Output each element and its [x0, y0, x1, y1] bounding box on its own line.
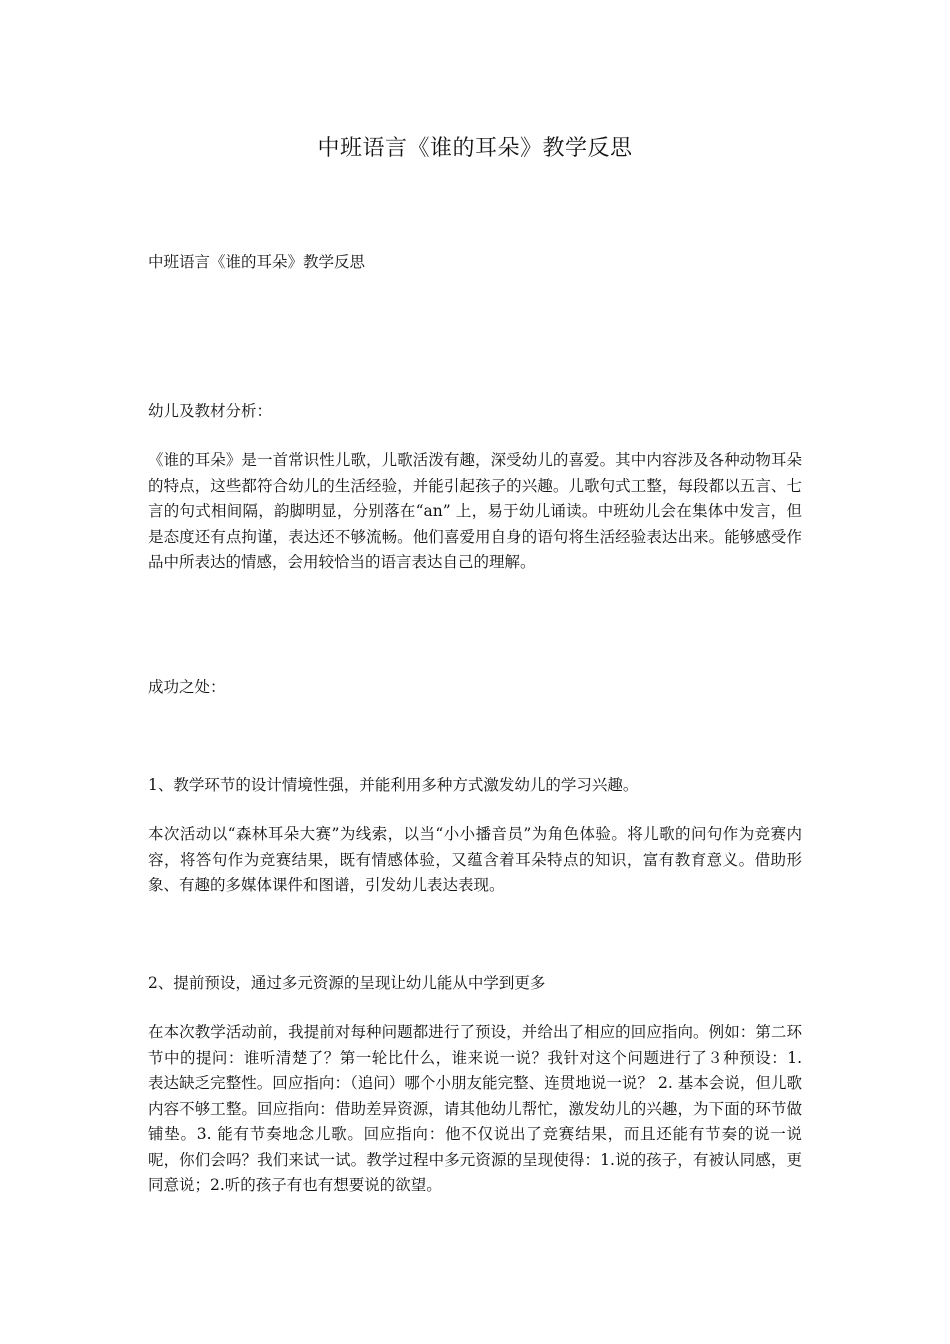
- success-heading: 成功之处：: [148, 678, 226, 696]
- point-1-paragraph: 本次活动以“森林耳朵大赛”为线索，以当“小小播音员”为角色体验。将儿歌的问句作为竞赛内容，将答句作为竞赛结果，既有情感体验，又蕴含着耳朵特点的知识，富有教育意义。借助形象、有趣的多媒体课件和图谱，引发幼儿表达表现。: [148, 825, 802, 894]
- point-2-paragraph: 在本次教学活动前，我提前对每种问题都进行了预设，并给出了相应的回应指向。例如：第二环节中的提问：谁听清楚了？第一轮比什么，谁来说一说？我针对这个问题进行了３种预设：1. 表达缺乏完整性。回应指向：（追问）哪个小朋友能完整、连贯地说一说？ 2. 基本会说，但儿歌内容不够工整。回应指向：借助差异资源，请其他幼儿帮忙，激发幼儿的兴趣，为下面的环节做铺垫。3. 能有节奏地念儿歌。回应指向：他不仅说出了竞赛结果，而且还能有节奏的说一说呢，你们会吗？我们来试一试。教学过程中多元资源的呈现使得：1.说的孩子，有被认同感，更同意说；2.听的孩子有也有想要说的欲望。: [148, 1023, 802, 1194]
- document-title: 中班语言《谁的耳朵》教学反思: [317, 136, 633, 161]
- analysis-heading: 幼儿及教材分析：: [148, 402, 273, 420]
- analysis-paragraph: 《谁的耳朵》是一首常识性儿歌，儿歌活泼有趣，深受幼儿的喜爱。其中内容涉及各种动物耳朵的特点，这些都符合幼儿的生活经验，并能引起孩子的兴趣。儿歌句式工整，每段都以五言、七言的句式相间隔，韵脚明显，分别落在“an” 上，易于幼儿诵读。中班幼儿会在集体中发言，但是态度还有点拘谨，表达还不够流畅。他们喜爱用自身的语句将生活经验表达出来。能够感受作品中所表达的情感，会用较恰当的语言表达自己的理解。: [148, 451, 802, 571]
- point-1-heading: 1、教学环节的设计情境性强，并能利用多种方式激发幼儿的学习兴趣。: [148, 776, 639, 794]
- point-2-heading: 2、提前预设，通过多元资源的呈现让幼儿能从中学到更多: [148, 974, 546, 992]
- document-subtitle: 中班语言《谁的耳朵》教学反思: [148, 253, 366, 271]
